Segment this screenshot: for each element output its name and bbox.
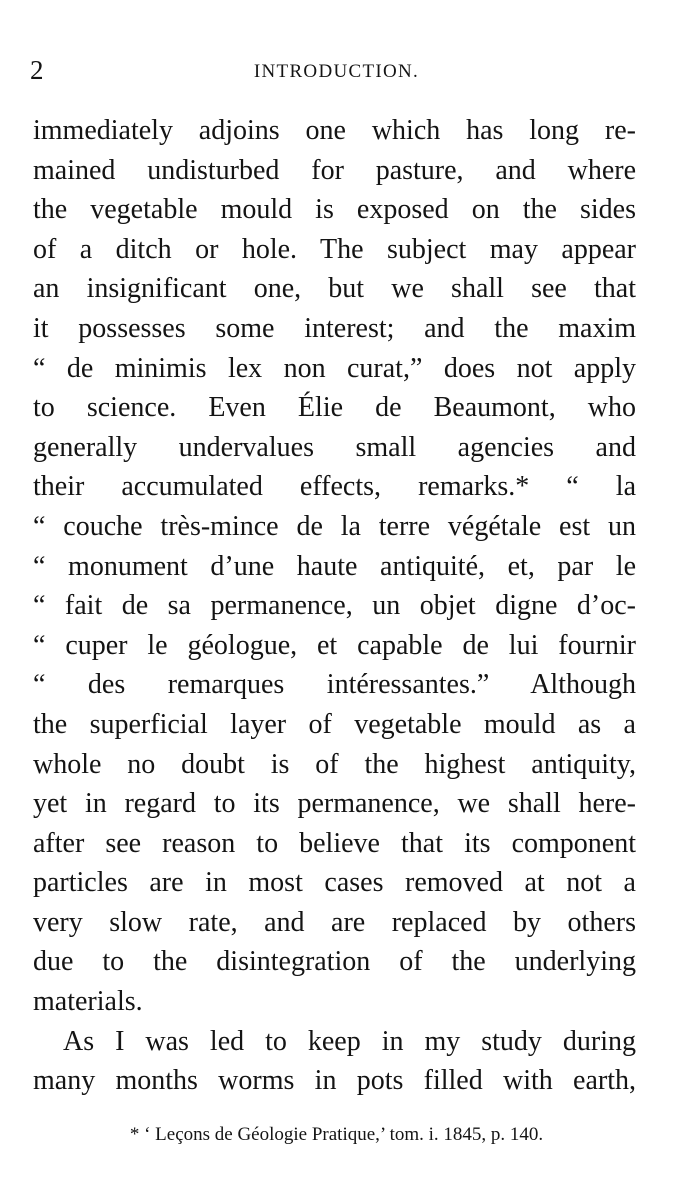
text-line: an insignificant one, but we shall see that — [33, 273, 636, 305]
text-line: due to the disintegration of the underlying — [33, 946, 636, 978]
text-line: “ des remarques intéressantes.” Although — [33, 669, 636, 701]
text-line: particles are in most cases removed at not a — [33, 867, 636, 899]
text-line: mained undisturbed for pasture, and where — [33, 154, 636, 186]
text-line: materials. — [33, 986, 143, 1018]
text-line: “ monument d’une haute antiquité, et, par le — [33, 550, 636, 582]
text-line: “ fait de sa permanence, un objet digne d’oc- — [33, 590, 636, 622]
text-line: yet in regard to its permanence, we shall here- — [33, 788, 636, 820]
body-text — [33, 111, 636, 1101]
text-line: very slow rate, and are replaced by others — [33, 906, 636, 938]
text-line: immediately adjoins one which has long re- — [33, 115, 636, 146]
text-line: “ couche très-mince de la terre végétale est un — [33, 510, 636, 542]
text-line: to science. Even Élie de Beaumont, who — [33, 392, 636, 424]
text-line: “ cuper le géologue, et capable de lui fournir — [33, 629, 636, 661]
page-header — [0, 50, 673, 90]
page-number: 2 — [30, 55, 44, 85]
text-line: whole no doubt is of the highest antiquity, — [33, 748, 636, 780]
text-line: “ de minimis lex non curat,” does not apply — [33, 352, 636, 384]
text-line: after see reason to believe that its component — [33, 827, 636, 859]
footnote: * ‘ Leçons de Géologie Pratique,’ tom. i. 1845, p. 140. — [129, 1124, 544, 1145]
text-line: the superficial layer of vegetable mould as a — [33, 708, 636, 740]
text-line: of a ditch or hole. The subject may appear — [33, 233, 636, 265]
running-head: INTRODUCTION. — [253, 61, 420, 82]
text-line: many months worms in pots filled with earth, — [33, 1065, 636, 1097]
text-line: generally undervalues small agencies and — [33, 431, 636, 463]
text-line: their accumulated effects, remarks.* “ la — [33, 471, 636, 503]
text-line: it possesses some interest; and the maxim — [33, 312, 636, 344]
text-line: the vegetable mould is exposed on the sides — [33, 194, 636, 226]
text-line: As I was led to keep in my study during — [63, 1025, 636, 1057]
